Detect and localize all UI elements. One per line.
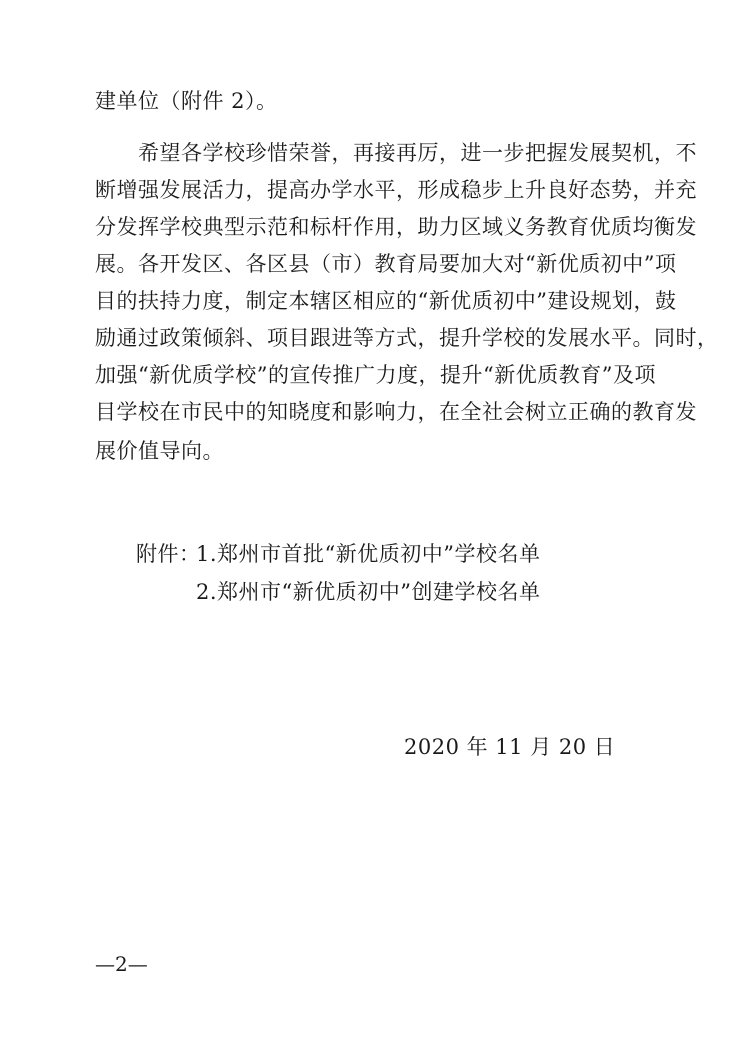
attachment-item: 2.郑州市“新优质初中”创建学校名单 [196, 580, 541, 604]
body-line: 励通过政策倾斜、项目跟进等方式，提升学校的发展水平。同时， [95, 326, 719, 350]
body-line: 加强“新优质学校”的宣传推广力度，提升“新优质教育”及项 [95, 363, 656, 387]
body-line: 目的扶持力度，制定本辖区相应的“新优质初中”建设规划，鼓 [95, 289, 677, 313]
body-line: 建单位（附件 2）。 [95, 89, 278, 113]
attachment-label: 附件： [136, 542, 201, 566]
page-number: —2— [95, 952, 148, 976]
body-line: 希望各学校珍惜荣誉，再接再厉，进一步把握发展契机，不 [95, 141, 697, 165]
document-date: 2020 年 11 月 20 日 [404, 735, 616, 759]
body-line: 目学校在市民中的知晓度和影响力，在全社会树立正确的教育发 [95, 400, 697, 424]
body-line: 展。各开发区、各区县（市）教育局要加大对“新优质初中”项 [95, 252, 677, 276]
body-line: 展价值导向。 [95, 439, 224, 463]
body-line: 断增强发展活力，提高办学水平，形成稳步上升良好态势，并充 [95, 178, 697, 202]
body-line: 分发挥学校典型示范和标杆作用，助力区域义务教育优质均衡发 [95, 215, 697, 239]
attachment-item: 1.郑州市首批“新优质初中”学校名单 [196, 542, 541, 566]
